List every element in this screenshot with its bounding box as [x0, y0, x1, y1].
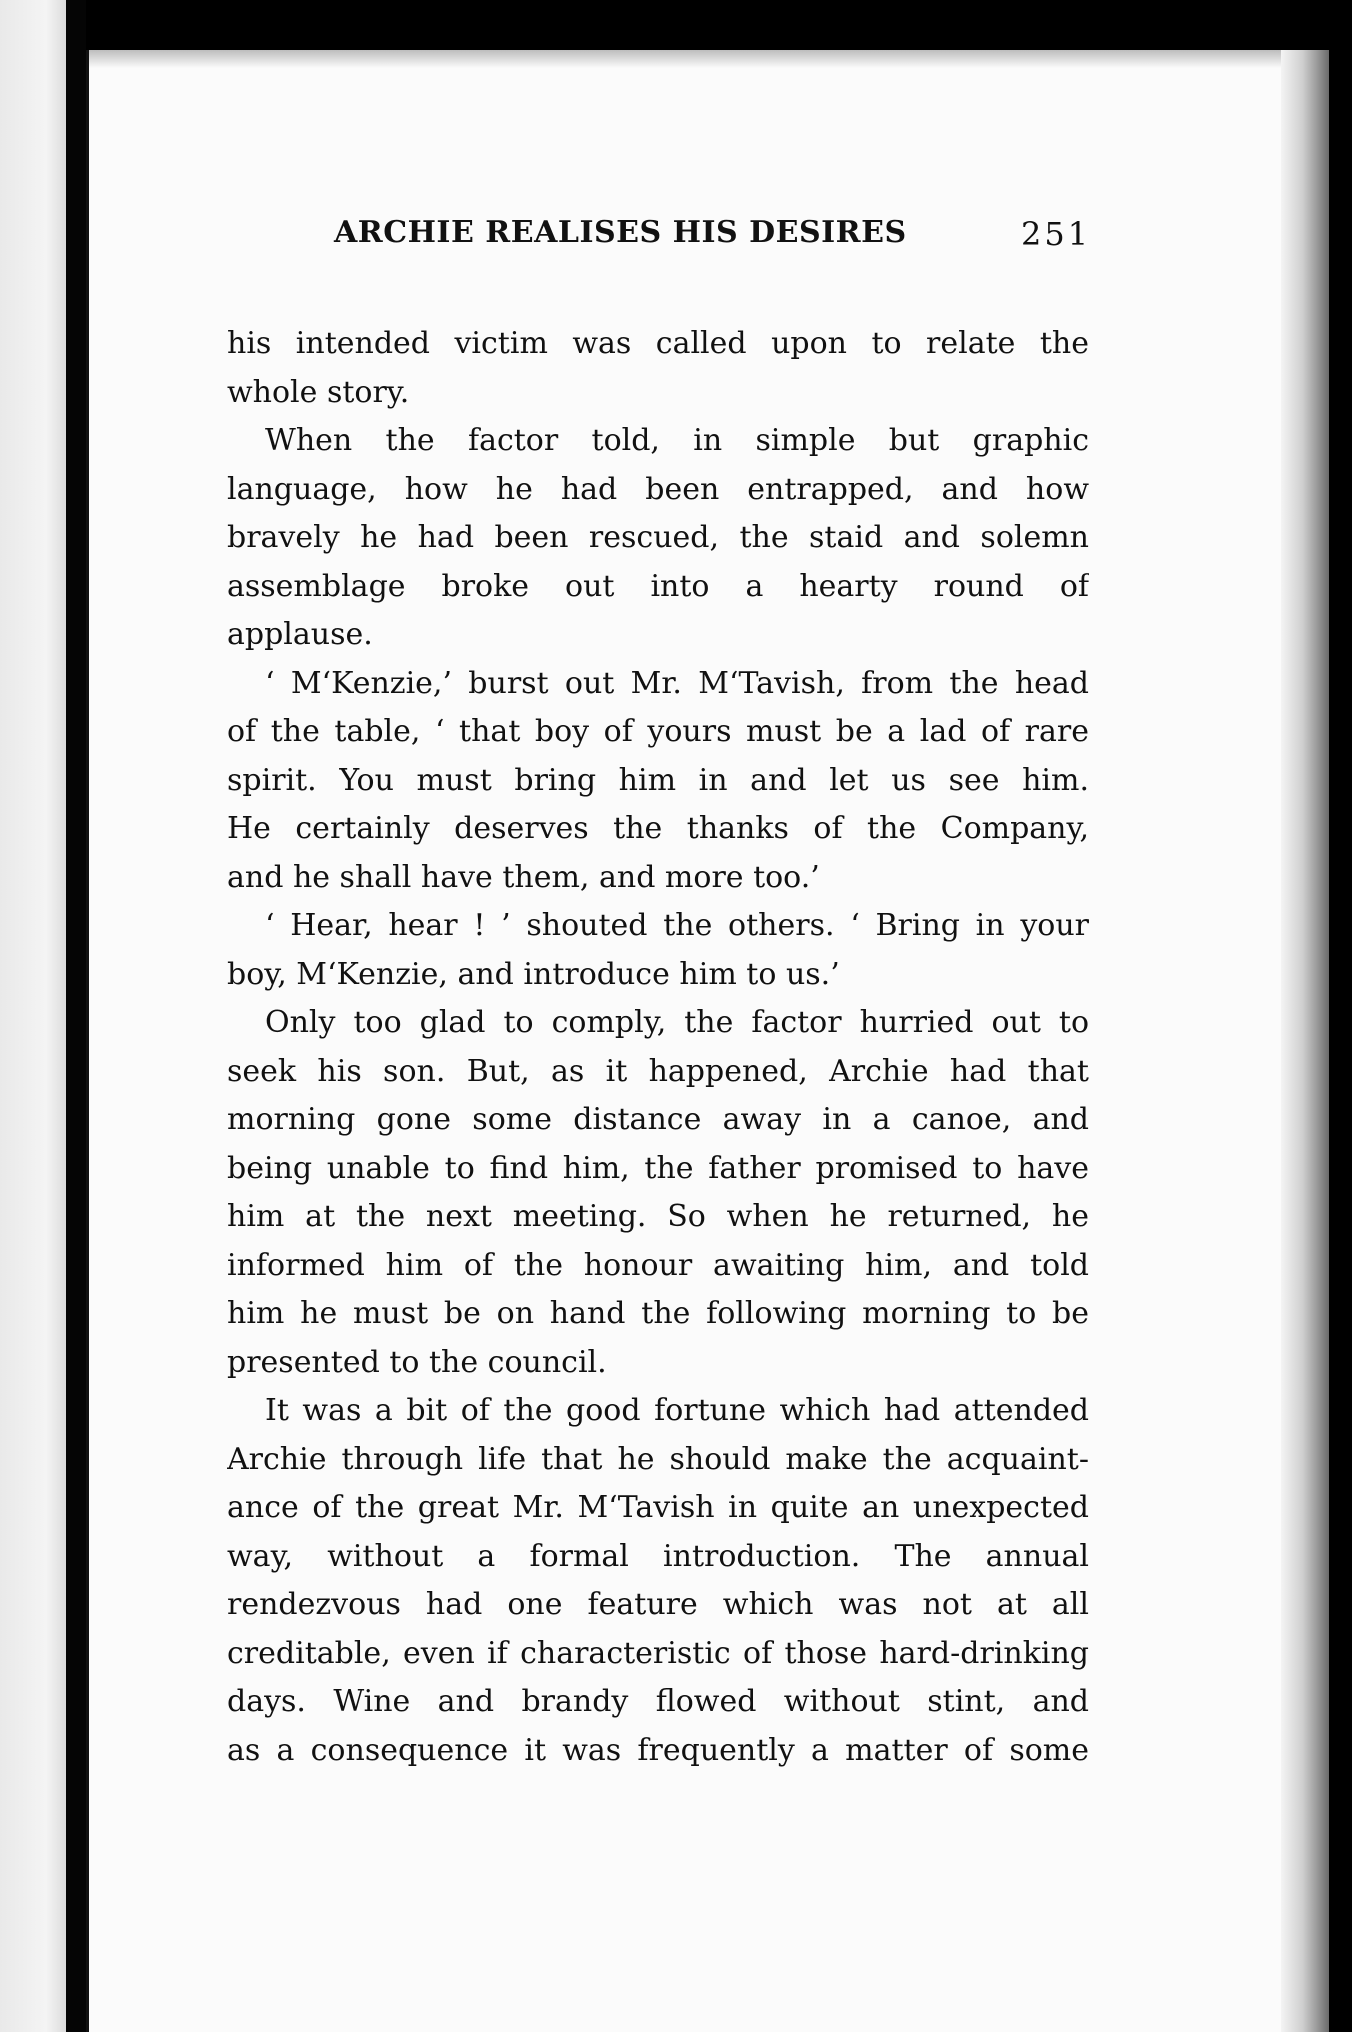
text-line: boy, M‘Kenzie, and introduce him to us.’ — [227, 956, 840, 992]
text-line: assemblage broke out into a hearty round of — [227, 568, 1089, 604]
text-line: He certainly deserves the thanks of the Company, — [227, 811, 1089, 846]
page-fore-edge — [1281, 50, 1329, 2032]
text-line: spirit. You must bring him in and let us see him. — [227, 762, 1089, 798]
text-line: creditable, even if characteristic of those hard-drinking — [227, 1635, 1089, 1671]
text-line: days. Wine and brandy flowed without stint, and — [227, 1684, 1089, 1719]
text-line: his intended victim was called upon to relate the — [227, 326, 1089, 361]
running-title: ARCHIE REALISES HIS DESIRES — [334, 215, 907, 250]
body-text — [227, 320, 1089, 1775]
text-line: ‘ M‘Kenzie,’ burst out Mr. M‘Tavish, from the head — [265, 665, 1089, 701]
text-line: presented to the council. — [227, 1344, 607, 1380]
gutter-shadow — [66, 0, 86, 2032]
text-line: ance of the great Mr. M‘Tavish in quite an unexpected — [227, 1490, 1089, 1525]
text-line: Only too glad to comply, the factor hurried out to — [265, 1005, 1089, 1040]
text-line: and he shall have them, and more too.’ — [227, 859, 820, 895]
previous-page-margin — [0, 0, 66, 2032]
text-line: When the factor told, in simple but graphic — [265, 423, 1089, 458]
text-line: being unable to find him, the father promised to have — [227, 1150, 1089, 1186]
text-line: of the table, ‘ that boy of yours must be a lad of rare — [227, 714, 1089, 749]
text-line: seek his son. But, as it happened, Archie had that — [227, 1053, 1089, 1089]
text-line: ‘ Hear, hear ! ’ shouted the others. ‘ Bring in your — [265, 908, 1089, 943]
text-line: him he must be on hand the following morning to be — [227, 1296, 1089, 1331]
text-line: as a consequence it was frequently a matter of some — [227, 1732, 1089, 1768]
text-line: him at the next meeting. So when he returned, he — [227, 1199, 1089, 1234]
book-page — [86, 50, 1329, 2032]
text-line: rendezvous had one feature which was not at all — [227, 1587, 1089, 1622]
text-line: Archie through life that he should make the acquaint- — [227, 1441, 1089, 1477]
text-line: informed him of the honour awaiting him, and told — [227, 1247, 1089, 1283]
page-top-shadow — [89, 50, 1329, 68]
text-line: language, how he had been entrapped, and how — [227, 471, 1089, 507]
text-line: bravely he had been rescued, the staid and solemn — [227, 520, 1089, 555]
text-line: applause. — [227, 617, 373, 652]
text-line: whole story. — [227, 374, 410, 410]
text-line: morning gone some distance away in a canoe, and — [227, 1102, 1089, 1137]
page-number: 251 — [1021, 215, 1092, 253]
running-head — [89, 215, 1092, 271]
text-line: way, without a formal introduction. The annual — [227, 1538, 1089, 1574]
text-line: It was a bit of the good fortune which had attended — [265, 1393, 1089, 1428]
